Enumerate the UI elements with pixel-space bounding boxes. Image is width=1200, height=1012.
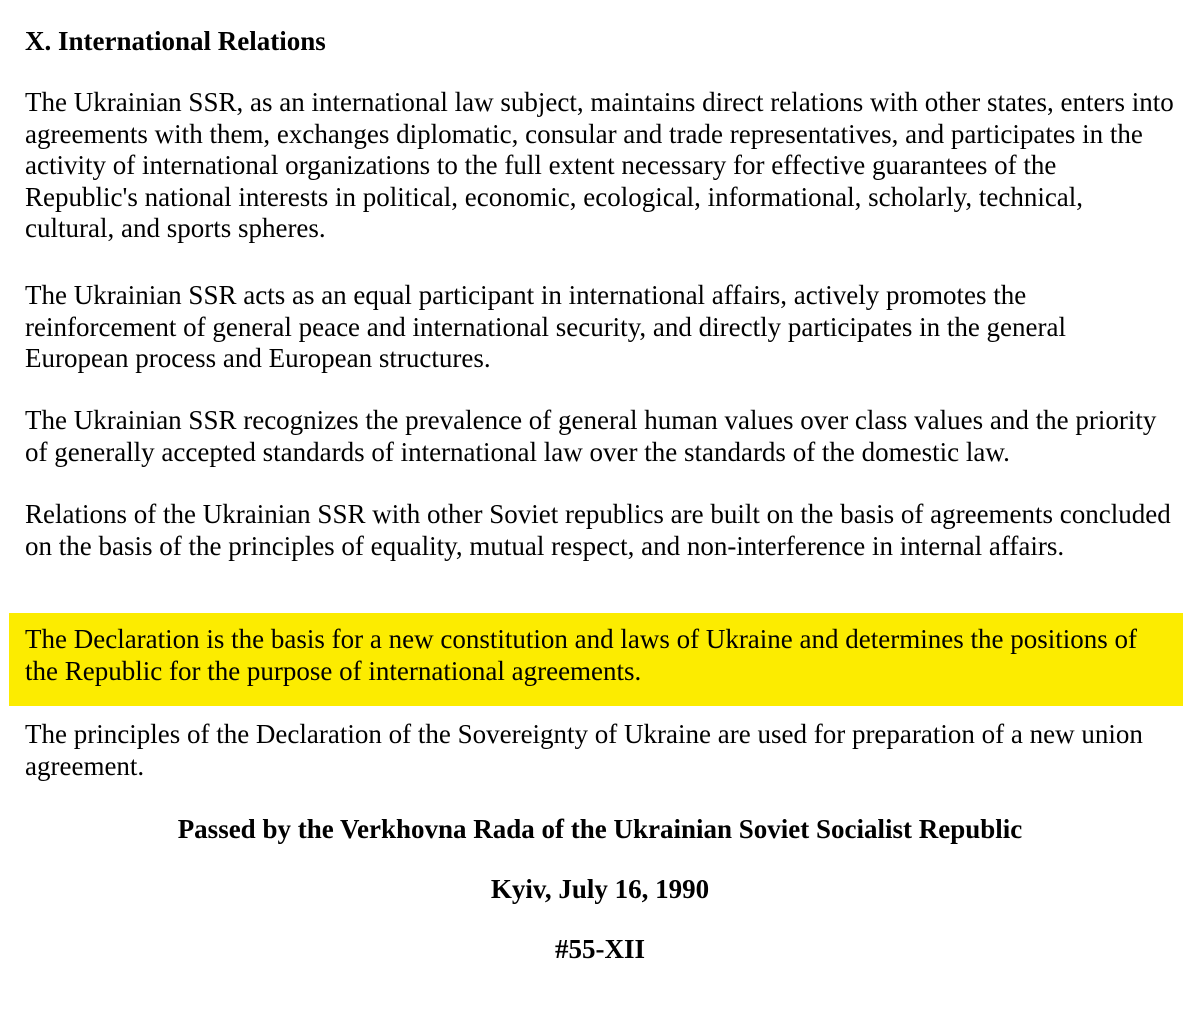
passed-by-line: Passed by the Verkhovna Rada of the Ukrainian Soviet Socialist Republic [177, 814, 1023, 844]
place-date-line: Kyiv, July 16, 1990 [490, 874, 710, 904]
paragraph-5-highlighted: The Declaration is the basis for a new constitution and laws of Ukraine and determines the positions of the Republic for the purpose of international agreements. [25, 624, 1137, 686]
paragraph-2: The Ukrainian SSR acts as an equal participant in international affairs, actively promotes the reinforcement of general peace and international security, and directly participates in the general European process and European structures. [25, 280, 1067, 373]
paragraph-3: The Ukrainian SSR recognizes the prevalence of general human values over class values and the priority of generally accepted standards of international law over the standards of the domestic law. [25, 405, 1157, 467]
document-number: #55-XII [554, 934, 645, 964]
paragraph-6: The principles of the Declaration of the Sovereignty of Ukraine are used for preparation of a new union agreement. [25, 719, 1143, 781]
paragraph-1: The Ukrainian SSR, as an international law subject, maintains direct relations with other states, enters into agreements with them, exchanges diplomatic, consular and trade representatives, and participates in the activity of international organizations to the full extent necessary for effective guarantees of the Republic's national interests in political, economic, ecological, informational, scholarly, technical, cultural, and sports spheres. [25, 87, 1174, 243]
section-heading: X. International Relations [25, 26, 326, 56]
paragraph-4: Relations of the Ukrainian SSR with other Soviet republics are built on the basis of agreements concluded on the basis of the principles of equality, mutual respect, and non-interference in internal affairs. [25, 499, 1171, 561]
